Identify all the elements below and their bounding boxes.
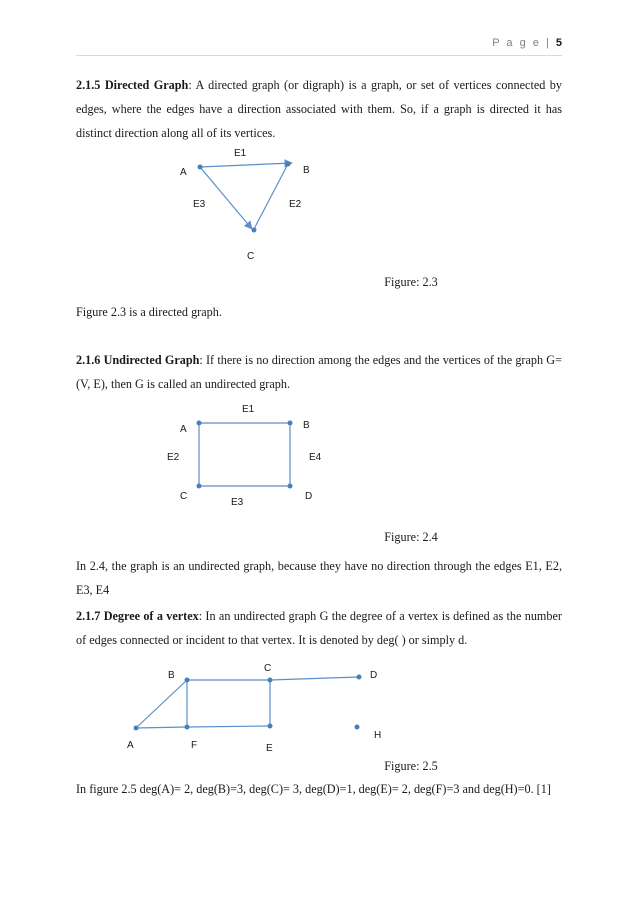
vertex-label-c: C [180, 491, 188, 502]
vertex-label-b: B [168, 670, 175, 681]
edge-f-e [187, 726, 270, 727]
vertex-d [357, 675, 362, 680]
edge-label-e4: E4 [309, 452, 322, 463]
edge-label-e1: E1 [234, 148, 247, 159]
vertex-label-c: C [264, 663, 272, 674]
figure-2-4-text: In 2.4, the graph is an undirected graph, because they have no direction through the edges E1, E2, E3, E4 [76, 559, 562, 597]
section-body: : In an undirected graph G the degree of a vertex is defined as the number of edges connected or incident to that vertex. It is denoted by deg( ) or simply d. [76, 609, 562, 647]
section-heading: 2.1.5 Directed Graph [76, 78, 189, 92]
figure-2-3-text: Figure 2.3 is a directed graph. [76, 305, 222, 319]
vertex-e [268, 724, 273, 729]
figure-caption: Figure: 2.3 [384, 275, 438, 289]
vertex-label-c: C [247, 251, 255, 262]
vertex-f [185, 725, 190, 730]
edge-a-b [136, 680, 187, 728]
edge-a-f [136, 727, 187, 728]
vertex-h [355, 725, 360, 730]
vertex-c [268, 678, 273, 683]
edge-c-d [270, 677, 359, 680]
vertex-label-e: E [266, 743, 273, 754]
vertex-label-b: B [303, 165, 310, 176]
edge-label-e2: E2 [167, 452, 180, 463]
vertex-b [185, 678, 190, 683]
vertex-a [134, 726, 139, 731]
figure-caption: Figure: 2.5 [384, 759, 438, 773]
section-body: : If there is no direction among the edges and the vertices of the graph G= (V, E), then G is called an undirected graph. [76, 353, 562, 391]
figure-caption: Figure: 2.4 [384, 530, 438, 544]
vertex-label-b: B [303, 420, 310, 431]
vertex-label-a: A [127, 740, 134, 751]
section-heading: 2.1.6 Undirected Graph [76, 353, 200, 367]
vertex-label-a: A [180, 167, 187, 178]
vertex-label-d: D [305, 491, 313, 502]
edge-label-e3: E3 [231, 497, 244, 508]
section-heading: 2.1.7 Degree of a vertex [76, 609, 199, 623]
vertex-label-a: A [180, 424, 187, 435]
vertex-label-h: H [374, 730, 382, 741]
vertex-label-f: F [191, 740, 198, 751]
edge-label-e2: E2 [289, 199, 302, 210]
figure-2-5-text: In figure 2.5 deg(A)= 2, deg(B)=3, deg(C)= 3, deg(D)=1, deg(E)= 2, deg(F)=3 and deg(H)=0. [1] [76, 782, 551, 796]
page-number: 5 [555, 37, 562, 49]
section-body: : A directed graph (or digraph) is a graph, or set of vertices connected by edges, where the edges have a direction associated with them. So, if a graph is directed it has distinct direction along all of its vertices. [76, 78, 562, 140]
edge-label-e1: E1 [242, 404, 255, 415]
page-label: P a g e | [492, 37, 551, 49]
edge-label-e3: E3 [193, 199, 206, 210]
vertex-label-d: D [370, 670, 378, 681]
